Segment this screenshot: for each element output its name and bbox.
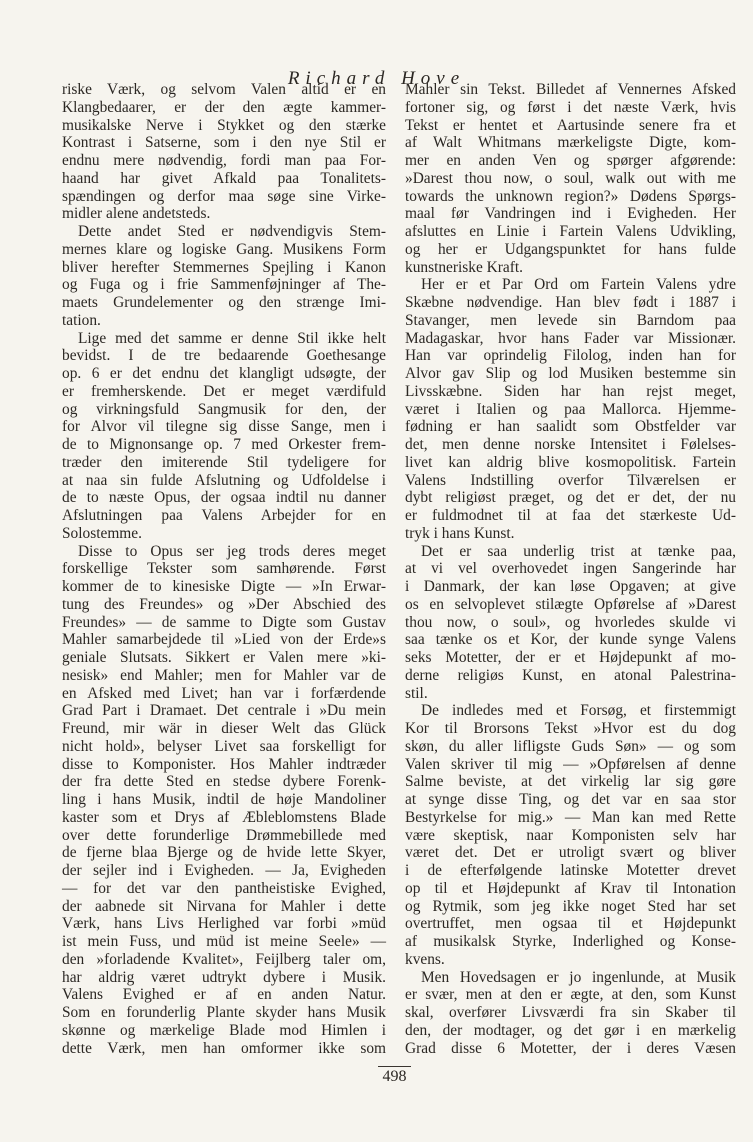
paragraph: [405, 543, 736, 703]
text-line: for Alvor vil tilegne sig disse Sange, men i: [62, 418, 386, 436]
text-line: ling i hans Musik, indtil de høje Mandoliner: [62, 791, 386, 808]
text-line: træder den imiterende Stil tydeligere for: [62, 453, 386, 471]
text-line: stil.: [405, 684, 428, 702]
page-number: 498: [378, 1066, 411, 1086]
text-line: er svær, men at den er ægte, at den, som Kunst: [405, 986, 736, 1004]
text-line: har aldrig været udtrykt dybere i Musik.: [62, 968, 386, 986]
text-line: midler alene andetsteds.: [62, 205, 211, 223]
text-line: Skæbne nødvendige. Han blev født i 1887 i: [405, 294, 736, 311]
text-line: Mahler samarbejdede til »Lied von der Erde»s: [62, 631, 386, 649]
left-column: [62, 81, 386, 1057]
text-line: Men Hovedsagen er jo ingenlunde, at Musik: [421, 968, 736, 986]
text-line: at synge disse Ting, og det var en saa stor: [405, 791, 736, 808]
text-line: fortoner sig, og først i det næste Værk, hvis: [405, 98, 736, 116]
text-line: thou now, o soul», og hvorledes skulde vi: [405, 613, 736, 631]
text-line: op til et Højdepunkt af Krav til Intonation: [405, 879, 736, 897]
text-line: Alvor gav Slip og lod Musiken bestemme sin: [405, 365, 736, 382]
text-line: De indledes med et Forsøg, et firstemmigt: [421, 702, 736, 720]
text-line: og virkningsfuld Sangmusik for den, der: [62, 400, 386, 418]
text-line: kunstneriske Kraft.: [405, 258, 523, 276]
running-head: Richard Hove: [287, 68, 466, 89]
text-line: riske Værk, og selvom Valen altid er en: [62, 81, 386, 98]
text-line: de to Mignonsange op. 7 med Orkester frem-: [62, 436, 386, 453]
text-line: kaster som et Drys af Æbleblomstens Blade: [62, 808, 386, 826]
text-line: Det er saa underlig trist at tænke paa,: [421, 542, 736, 560]
text-line: op. 6 er det endnu det klangligt udsøgte, der: [62, 365, 386, 382]
text-line: os en selvoplevet stilægte Opførelse af »Darest: [405, 595, 736, 613]
text-line: Dette andet Sted er nødvendigvis Stem-: [78, 223, 386, 240]
text-line: Klangbedaarer, er der den ægte kammer-: [62, 98, 386, 116]
text-line: der aabnede sit Nirvana for Mahler i dette: [62, 897, 386, 915]
text-line: Tekst er hentet et Aartusinde senere fra et: [405, 116, 736, 134]
text-line: Disse to Opus ser jeg trods deres meget: [78, 542, 386, 560]
text-line: den, der modtager, og det gør i en mærkelig: [405, 1021, 736, 1039]
paragraph: [62, 330, 386, 543]
text-line: Stavanger, men levede sin Barndom paa: [405, 311, 736, 329]
text-line: er fuldmodnet til at faa det stærkeste Ud-: [405, 507, 736, 524]
text-line: Salme beviste, at det virkelig lar sig gøre: [405, 773, 736, 791]
text-line: maets Grundelementer og den strænge Imi-: [62, 294, 386, 311]
text-line: Grad Part i Dramaet. Det centrale i »Du mein: [62, 702, 386, 720]
text-line: skønne og mærkelige Blade mod Himlen i: [62, 1021, 386, 1039]
text-line: livet kan aldrig blive kosmopolitisk. Fartein: [405, 453, 736, 471]
text-line: Værk, hans Livs Herlighed var forbi »müd: [62, 915, 386, 933]
text-line: og Rytmik, som jeg ikke noget Sted har set: [405, 897, 736, 915]
text-line: mernes klare og logiske Gang. Musikens Form: [62, 240, 386, 258]
text-line: er fremherskende. Det er meget værdifuld: [62, 382, 386, 400]
text-line: Han var oprindelig Filolog, inden han for: [405, 347, 736, 365]
text-line: der fra dette Sted en stedse dybere Forenk-: [62, 773, 386, 791]
text-line: bevidst. I de tre bedaarende Goethesange: [62, 347, 386, 365]
text-line: været det. Det er utroligt svært og bliver: [405, 844, 736, 862]
text-line: Valens Evighed er af en anden Natur.: [62, 986, 386, 1004]
paragraph: [405, 969, 736, 1058]
text-line: Livsskæbne. Siden har han rejst meget,: [405, 382, 736, 400]
text-line: spændingen og derfor maa søge sine Virke-: [62, 187, 386, 205]
text-line: Kontrast i Satserne, som i den nye Stil er: [62, 134, 386, 152]
text-line: tung des Freundes» og »Der Abschied des: [62, 595, 386, 613]
text-line: saa tænke os et Kor, der kunde synge Valens: [405, 631, 736, 649]
text-line: forskellige Tekster som samhørende. Først: [62, 560, 386, 578]
text-line: Valen skriver til mig — »Opførelsen af denne: [405, 755, 736, 773]
text-line: fødning er han saalidt som Obstfelder var: [405, 418, 736, 436]
paragraph: [405, 81, 736, 276]
text-line: og her er Udgangspunktet for hans fulde: [405, 240, 736, 258]
paragraph: [62, 543, 386, 1058]
text-line: de fjerne blaa Bjerge og de hvide lette Skyer,: [62, 844, 386, 862]
text-line: Lige med det samme er denne Stil ikke helt: [78, 329, 386, 347]
text-line: kommer de to kinesiske Digte — »In Erwar-: [62, 578, 386, 595]
text-line: Freund, mir wär in dieser Welt das Glück: [62, 720, 386, 737]
text-line: tation.: [62, 311, 101, 329]
text-line: overtruffet, men ogsaa til et Højdepunkt: [405, 915, 736, 933]
text-line: og Fuga og i frie Sammenføjninger af The-: [62, 276, 386, 294]
text-line: ist mein Fuss, und müd ist meine Seele» —: [62, 933, 386, 950]
text-line: være skeptisk, naar Komponisten selv har: [405, 826, 736, 844]
text-line: skal, overfører Livsværdi fra sin Skaber til: [405, 1004, 736, 1021]
text-line: towards the unknown region?» Dødens Spørgs-: [405, 187, 736, 205]
text-line: haand har givet Afkald paa Tonalitets-: [62, 169, 386, 187]
text-line: at naa sin fulde Afslutning og Udfoldelse i: [62, 471, 386, 489]
text-line: Som en forunderlig Plante skyder hans Musik: [62, 1004, 386, 1021]
text-line: i de efterfølgende latinske Motetter drevet: [405, 862, 736, 879]
text-line: kvens.: [405, 950, 445, 968]
text-line: af Walt Whitmans mærkeligste Digte, kom-: [405, 134, 736, 152]
text-line: bliver herefter Stemmernes Spejling i Kanon: [62, 258, 386, 276]
paragraph: [62, 81, 386, 223]
text-line: at vi vel overhovedet ingen Sangerinde har: [405, 560, 736, 578]
text-line: nesisk» end Mahler; men for Mahler var de: [62, 666, 386, 684]
text-line: disse to Komponister. Hos Mahler indtræder: [62, 755, 386, 773]
text-line: seks Motetter, der er et Højdepunkt af mo-: [405, 649, 736, 666]
text-line: den »forladende Kvalitet», Feijlberg taler om,: [62, 950, 386, 968]
text-line: endnu mere nødvendig, fordi man paa For-: [62, 152, 386, 169]
text-line: dybt religiøst præget, og det er det, der nu: [405, 489, 736, 507]
paragraph: [405, 702, 736, 968]
text-line: Valens Indstilling overfor Tilværelsen er: [405, 471, 736, 489]
text-line: været i Italien og paa Mallorca. Hjemme-: [405, 400, 736, 418]
text-line: Freundes» — de samme to Digte som Gustav: [62, 613, 386, 631]
text-line: tryk i hans Kunst.: [405, 524, 515, 542]
text-line: der sejler ind i Evigheden. — Ja, Evigheden: [62, 862, 386, 879]
text-line: Grad disse 6 Motetter, der i deres Væsen: [405, 1039, 736, 1057]
paragraph: [62, 223, 386, 330]
text-line: Kor til Brorsons Tekst »Hvor est du dog: [405, 720, 736, 737]
text-line: dette Værk, men han omformer ikke som: [62, 1039, 386, 1057]
text-line: Mahler sin Tekst. Billedet af Vennernes Afsked: [405, 81, 736, 98]
right-column: [405, 81, 736, 1057]
text-line: det, men denne norske Intensitet i Følelses-: [405, 436, 736, 453]
text-line: afsluttes en Linie i Fartein Valens Udvikling,: [405, 223, 736, 240]
text-line: musikalske Nerve i Stykket og den stærke: [62, 116, 386, 134]
text-line: mer en anden Ven og spørger afgørende:: [405, 152, 736, 169]
text-line: nicht hold», belyser Livet saa forskelligt for: [62, 737, 386, 755]
text-line: geniale Slutsats. Sikkert er Valen mere »ki-: [62, 649, 386, 666]
text-line: over dette forunderlige Drømmebillede med: [62, 826, 386, 844]
text-line: — for det var den pantheistiske Evighed,: [62, 879, 386, 897]
text-line: Afslutningen paa Valens Arbejder for en: [62, 507, 386, 524]
text-line: i Danmark, der kan løse Opgaven; at give: [405, 578, 736, 595]
text-line: en Afsked med Livet; han var i forfærdende: [62, 684, 386, 702]
text-line: maal før Vandringen ind i Evigheden. Her: [405, 205, 736, 223]
text-line: »Darest thou now, o soul, walk out with me: [405, 169, 736, 187]
text-line: derne religiøs Kunst, en atonal Palestrina-: [405, 666, 736, 684]
text-line: de to næste Opus, der ogsaa indtil nu danner: [62, 489, 386, 507]
text-line: af musikalsk Styrke, Inderlighed og Konse-: [405, 933, 736, 950]
text-line: Solostemme.: [62, 524, 142, 542]
text-line: Madagaskar, hvor hans Fader var Missionær.: [405, 329, 736, 347]
text-line: skøn, du aller lifligste Guds Søn» — og som: [405, 737, 736, 755]
text-line: Bestyrkelse for mig.» — Man kan med Rette: [405, 808, 736, 826]
paragraph: [405, 276, 736, 542]
text-line: Her er et Par Ord om Fartein Valens ydre: [421, 276, 736, 294]
